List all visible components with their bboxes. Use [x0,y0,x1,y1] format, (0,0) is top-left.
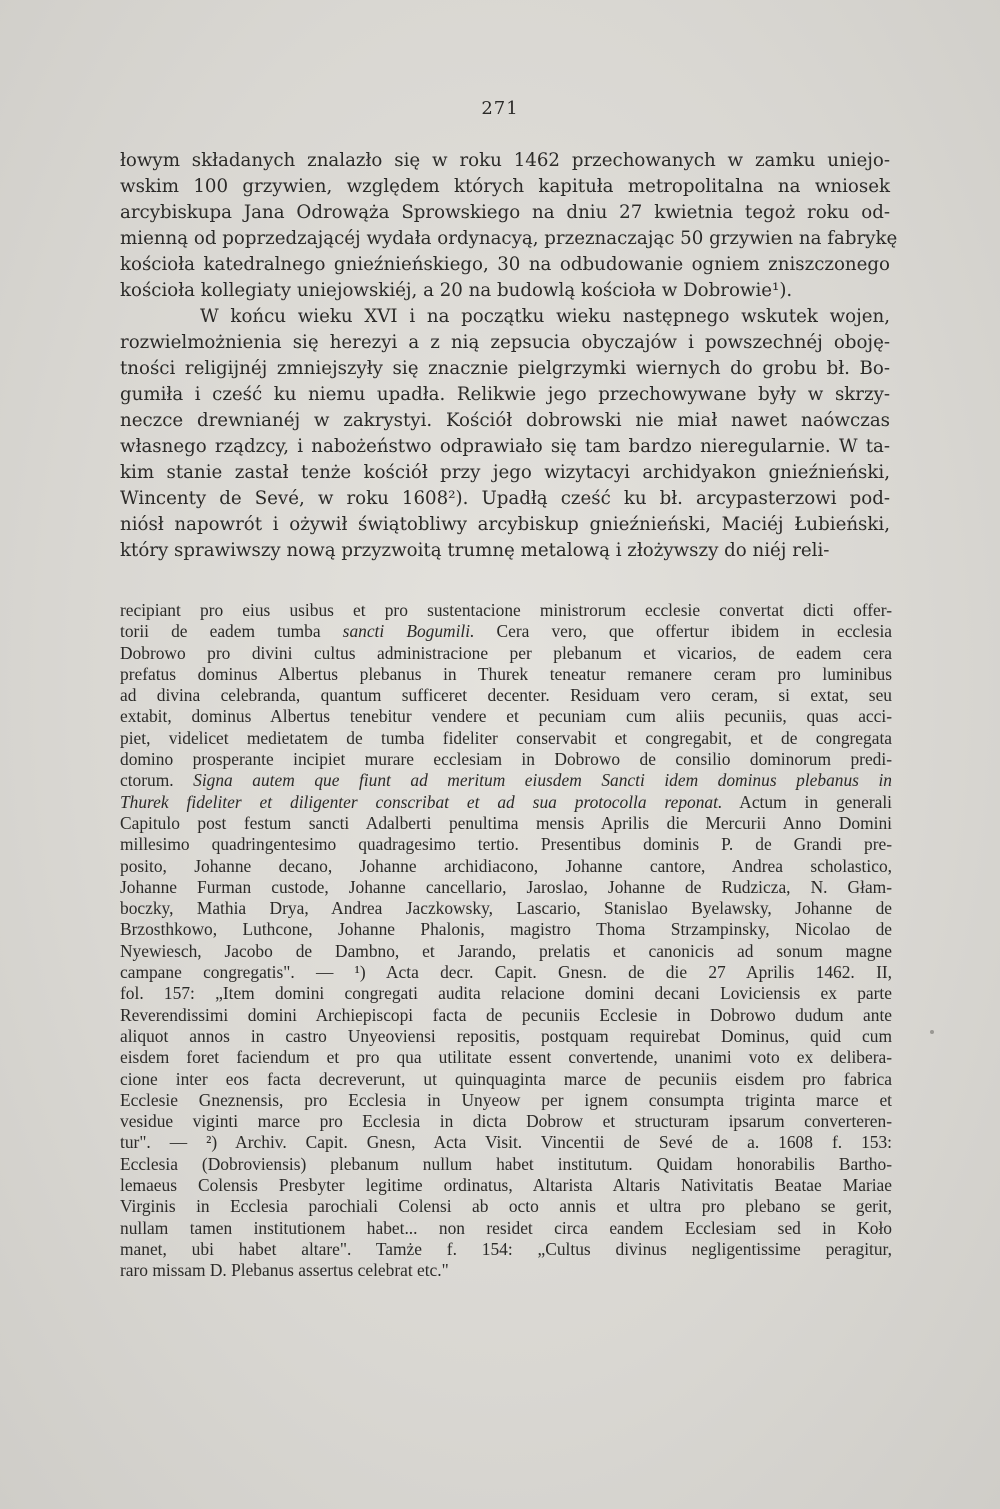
footnote-line: eisdem foret faciendum et pro qua utilitate essent convertende, unanimi voto ex delibera- [120,1047,892,1068]
text-line: kościoła kollegiaty uniejowskiéj, a 20 na budowlą kościoła w Dobrowie¹). [120,280,793,301]
text-line: tności religijnéj zmniejszyły się znacznie pielgrzymki wiernych do grobu bł. Bo- [120,358,890,379]
text-line: arcybiskupa Jana Odrowąża Sprowskiego na dniu 27 kwietnia tegoż roku od- [120,202,890,223]
text-line: neczce drewnianéj w zakrystyi. Kościół dobrowski nie miał nawet naówczas [120,410,890,431]
text-line: wskim 100 grzywien, względem których kapituła metropolitalna na wniosek [120,176,890,197]
footnote-line: manet, ubi habet altare". Tamże f. 154: „Cultus divinus negligentissime peragitur, [120,1238,892,1259]
page-number: 271 [481,98,519,119]
footnote-line: lemaeus Colensis Presbyter legitime ordinatus, Altarista Altaris Nativitatis Beatae Mariae [120,1175,892,1196]
footnote-line: Ecclesie Gneznensis, pro Ecclesia in Unyeow per ignem consumpta triginta marce et [120,1089,892,1110]
text-line: gumiła i cześć ku niemu upadła. Relikwie jego przechowywane były w skrzy- [120,384,890,405]
footnote-text [120,600,892,1282]
footnote-line: ad divina celebranda, quantum sufficeret decenter. Residuam vero ceram, si extat, seu [120,685,892,706]
text-line: mienną od poprzedzającéj wydała ordynacyą, przeznaczając 50 grzywien na fabrykę [120,228,898,249]
main-text-body [120,148,898,564]
footnote-line: recipiant pro eius usibus et pro sustentacione ministrorum ecclesie convertat dicti offer- [120,600,892,620]
text-line: kościoła katedralnego gnieźnieńskiego, 30 na odbudowanie ogniem zniszczonego [120,254,890,275]
footnote-line: Virginis in Ecclesia parochiali Colensi ab octo annis et ultra pro plebano se gerit, [120,1196,892,1217]
footnote-line: ctorum. Signa autem que fiunt ad meritum eiusdem Sancti idem dominus plebanus in [120,770,892,791]
footnote-line: tur". — ²) Archiv. Capit. Gnesn, Acta Visit. Vincentii de Sevé de a. 1608 f. 153: [120,1132,892,1153]
text-line: łowym składanych znalazło się w roku 1462 przechowanych w zamku uniejo- [120,150,890,171]
text-line: własnego rządzcy, i nabożeństwo odprawiało się tam bardzo nieregularnie. W ta- [120,436,890,457]
footnote-line: Brzosthkowo, Luthcone, Johanne Phalonis, magistro Thoma Strzampinsky, Nicolao de [120,919,892,940]
text-line: Wincenty de Sevé, w roku 1608²). Upadłą cześć ku bł. arcypasterzowi pod- [120,488,890,509]
text-line: który sprawiwszy nową przyzwoitą trumnę metalową i złożywszy do niéj reli- [120,540,830,561]
text-line: rozwielmożnienia się herezyi a z nią zepsucia obyczajów i powszechnéj oboję- [120,332,890,353]
footnote-line: posito, Johanne decano, Johanne archidiacono, Johanne cantore, Andrea scholastico, [120,855,892,876]
text-line: kim stanie zastał tenże kościół przy jego wizytacyi archidyakon gnieźnieński, [120,462,890,483]
text-line: niósł napowrót i ożywił świątobliwy arcybiskup gnieźnieński, Maciéj Łubieński, [120,514,890,535]
footnote-line: nullam tamen institutionem habet... non residet circa eandem Ecclesiam sed in Koło [120,1217,892,1238]
footnote-line: Capitulo post festum sancti Adalberti penultima mensis Aprilis die Mercurii Anno Domini [120,812,892,833]
footnote-line: vesidue viginti marce pro Ecclesia in dicta Dobrow et structuram ipsarum converteren- [120,1111,892,1132]
footnote-line: fol. 157: „Item domini congregati audita relacione domini decani Loviciensis ex parte [120,983,892,1004]
footnote-line: Ecclesia (Dobroviensis) plebanum nullum habet institutum. Quidam honorabilis Bartho- [120,1153,892,1174]
footnote-line: raro missam D. Plebanus assertus celebrat etc." [120,1260,449,1281]
footnote-line: domino prosperante incipiet murare ecclesiam in Dobrowo de consilio dominorum predi- [120,749,892,770]
footnote-line: millesimo quadringentesimo quadragesimo tertio. Presentibus dominis P. de Grandi pre- [120,834,892,855]
footnote-line: extabit, dominus Albertus tenebitur vendere et pecuniam cum aliis pecuniis, quas acci- [120,706,892,727]
footnote-line: boczky, Mathia Drya, Andrea Jaczkowsky, Lascario, Stanislao Byelawsky, Johanne de [120,898,892,919]
footnote-line: Dobrowo pro divini cultus administracione per plebanum et vicarios, de eadem cera [120,642,892,663]
footnote-line: Johanne Furman custode, Johanne cancellario, Jaroslao, Johanne de Rudzicza, N. Głam- [120,876,892,897]
footnote-line: Thurek fideliter et diligenter conscribat et ad sua protocolla reponat. Actum in generali [120,791,892,812]
text-line: W końcu wieku XVI i na początku wieku następnego wskutek wojen, [200,306,890,327]
footnote-line: piet, videlicet medietatem de tumba fideliter conservabit et congregabit, et de congregata [120,727,892,748]
footnote-line: cione inter eos facta decreverunt, ut quinquaginta marce de pecuniis eisdem pro fabrica [120,1068,892,1089]
paper-speck [930,1030,934,1034]
footnote-line: Reverendissimi domini Archiepiscopi facta de pecuniis Ecclesie in Dobrowo dudum ante [120,1004,892,1025]
footnote-line: torii de eadem tumba sancti Bogumili. Cera vero, que offertur ibidem in ecclesia [120,621,893,642]
footnote-line: campane congregatis". — ¹) Acta decr. Capit. Gnesn. de die 27 Aprilis 1462. II, [120,962,892,983]
footnote-line: aliquot annos in castro Unyeoviensi repositis, postquam requirebat Dominus, quid cum [120,1025,892,1046]
footnote-line: prefatus dominus Albertus plebanus in Thurek teneatur remanere ceram pro luminibus [120,663,892,684]
footnote-line: Nyewiesch, Jacobo de Dambno, et Jarando, prelatis et canonicis ad sonum magne [120,940,892,961]
